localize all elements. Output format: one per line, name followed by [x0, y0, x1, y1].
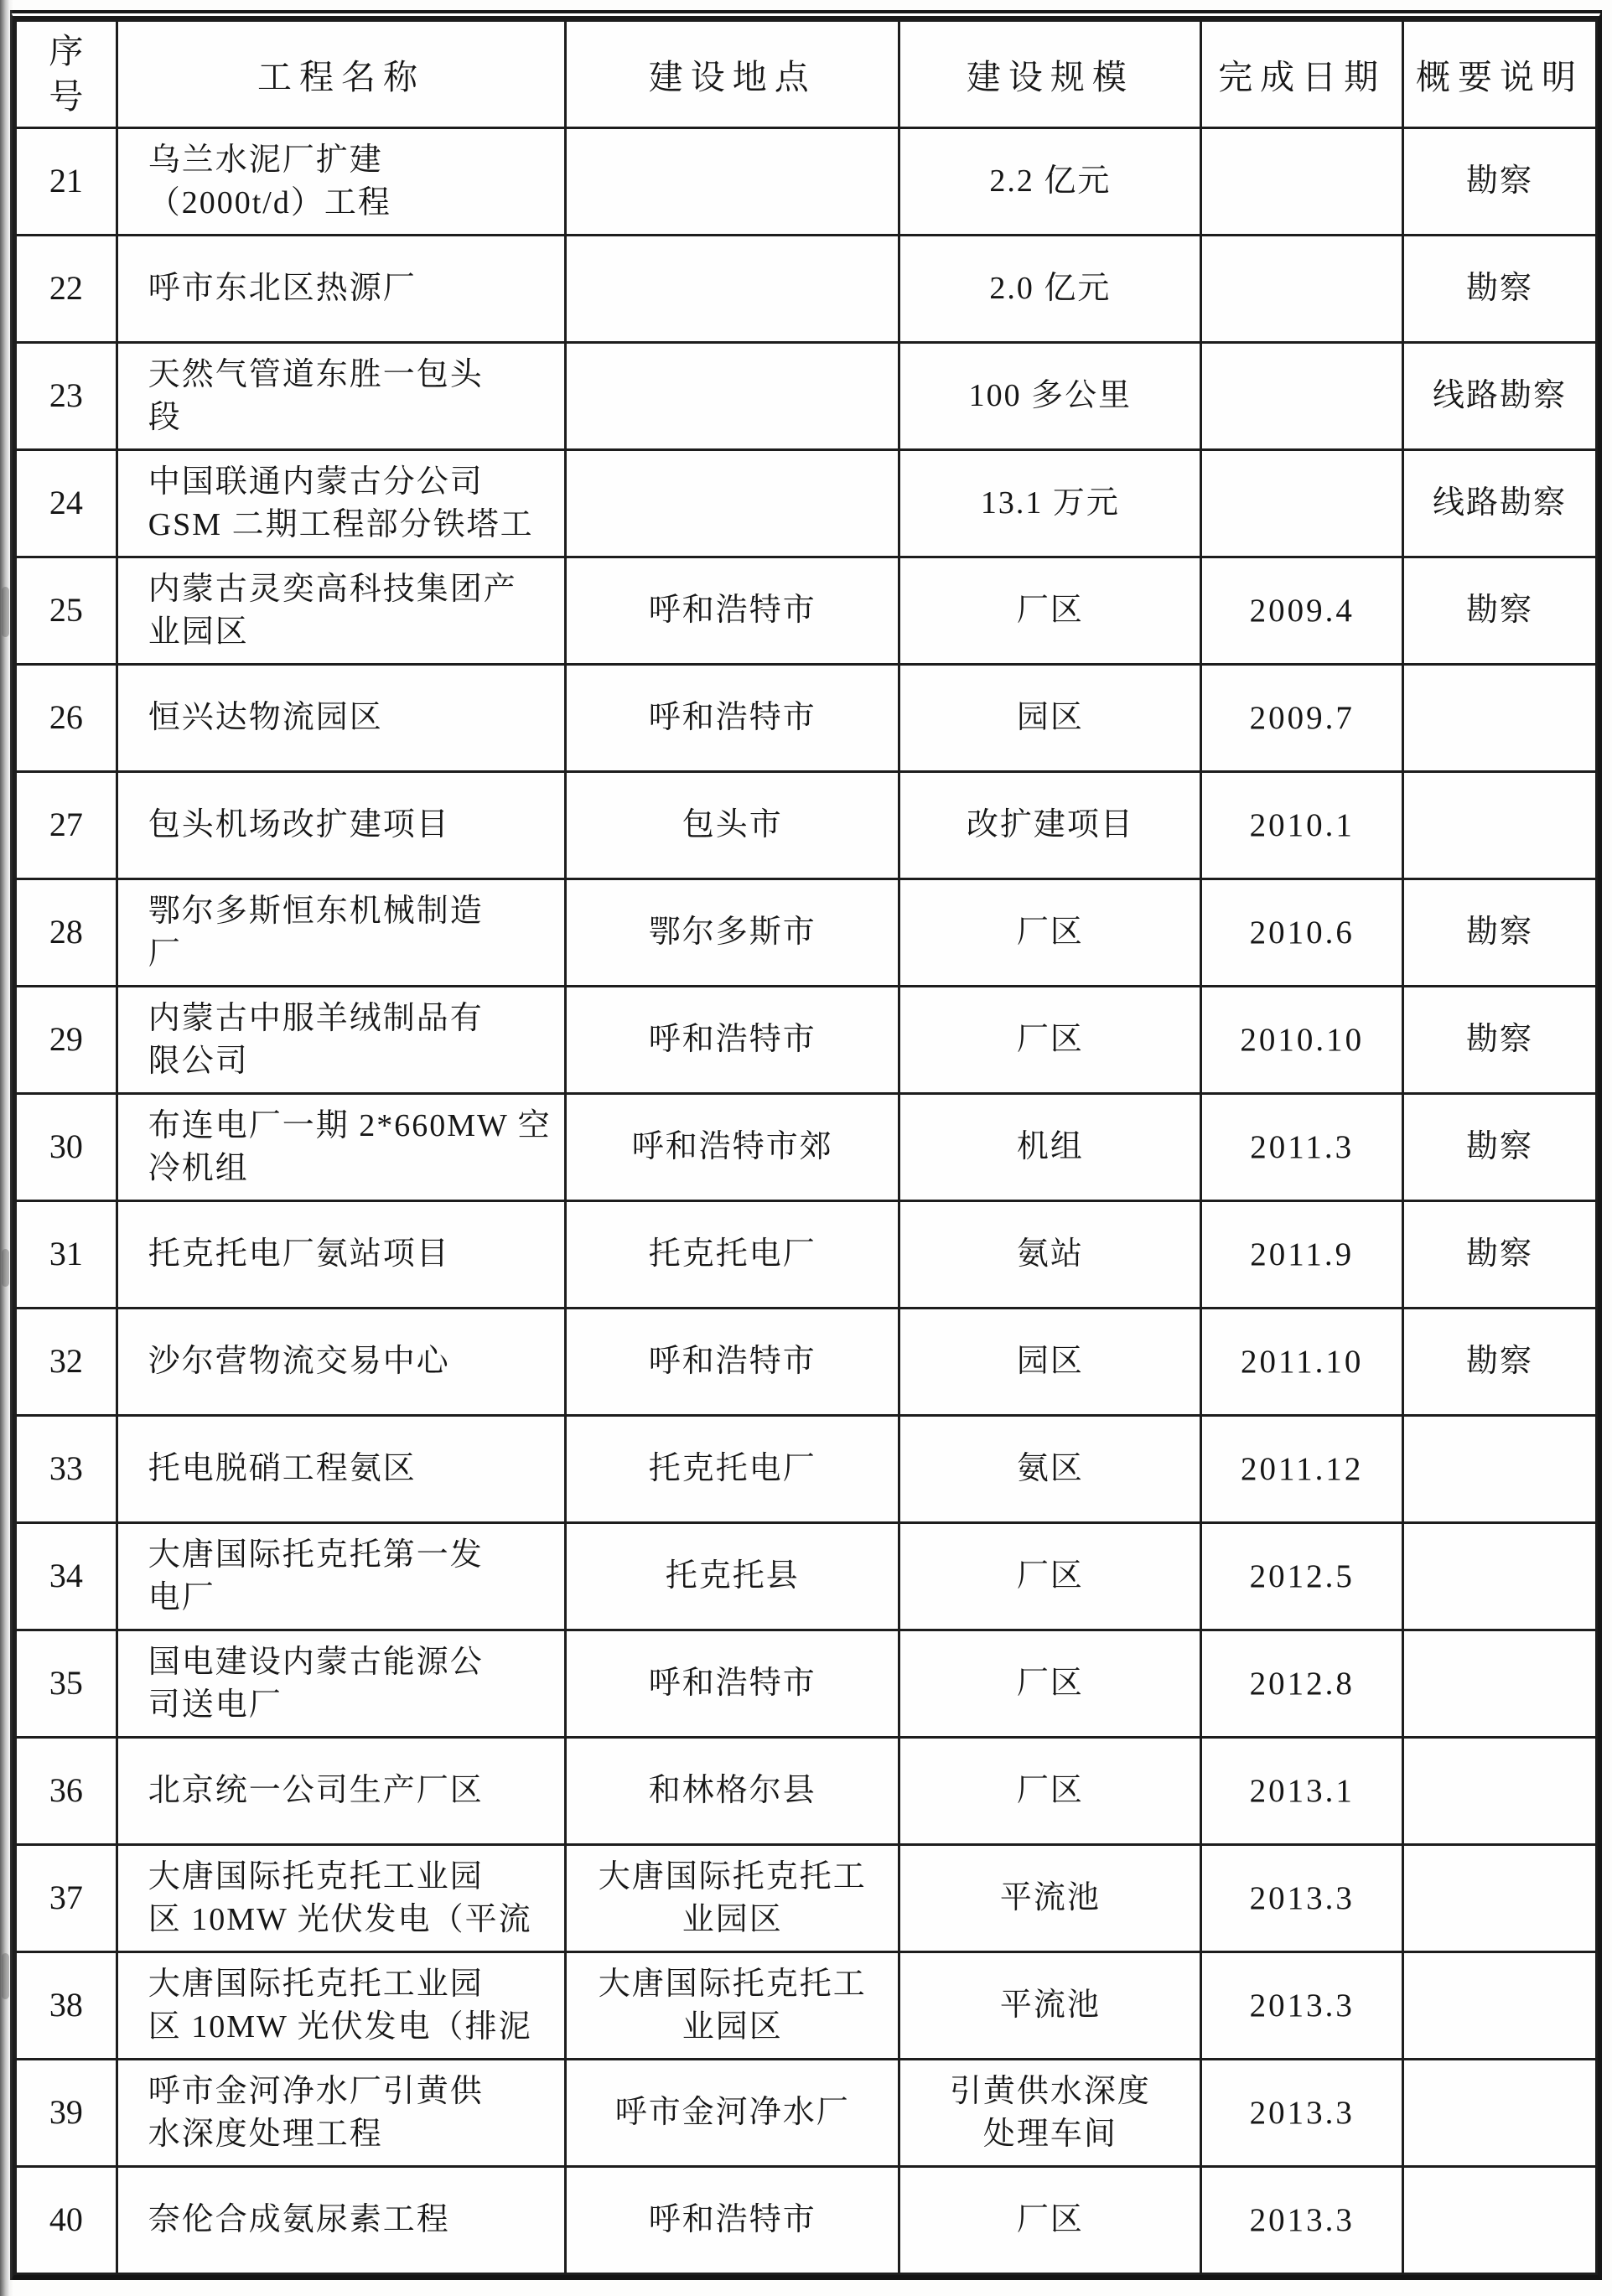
cell-summary: 线路勘察: [1402, 450, 1596, 557]
cell-date: 2013.3: [1201, 2167, 1402, 2274]
cell-scale: 厂区: [899, 879, 1201, 987]
cell-name: 托克托电厂氨站项目: [117, 1201, 566, 1309]
cell-no: 31: [16, 1201, 117, 1309]
cell-name: 奈伦合成氨尿素工程: [117, 2167, 566, 2274]
cell-date: 2012.5: [1201, 1523, 1402, 1630]
header-scale: 建设规模: [899, 21, 1201, 128]
cell-no: 30: [16, 1094, 117, 1201]
cell-summary: 勘察: [1402, 1201, 1596, 1309]
cell-name: 大唐国际托克托第一发 电厂: [117, 1523, 566, 1630]
cell-location: [566, 343, 899, 450]
cell-no: 27: [16, 772, 117, 879]
cell-name: 托电脱硝工程氨区: [117, 1416, 566, 1523]
cell-name: 鄂尔多斯恒东机械制造 厂: [117, 879, 566, 987]
scan-smudge: [2, 587, 9, 637]
cell-summary: [1402, 1416, 1596, 1523]
cell-location: 鄂尔多斯市: [566, 879, 899, 987]
cell-name: 布连电厂一期 2*660MW 空 冷机组: [117, 1094, 566, 1201]
cell-name: 中国联通内蒙古分公司 GSM 二期工程部分铁塔工: [117, 450, 566, 557]
cell-date: 2009.7: [1201, 665, 1402, 772]
cell-location: 和林格尔县: [566, 1738, 899, 1845]
cell-no: 39: [16, 2060, 117, 2167]
cell-scale: 氨区: [899, 1416, 1201, 1523]
cell-no: 40: [16, 2167, 117, 2274]
cell-name: 乌兰水泥厂扩建 （2000t/d）工程: [117, 128, 566, 236]
cell-scale: 厂区: [899, 557, 1201, 665]
cell-summary: [1402, 1523, 1596, 1630]
cell-summary: 勘察: [1402, 879, 1596, 987]
cell-name: 包头机场改扩建项目: [117, 772, 566, 879]
table-row: [16, 2167, 1597, 2274]
cell-scale: 机组: [899, 1094, 1201, 1201]
cell-summary: [1402, 1738, 1596, 1845]
table-row: [16, 1309, 1597, 1416]
cell-scale: 13.1 万元: [899, 450, 1201, 557]
scan-edge-artifact: [0, 0, 13, 2296]
cell-location: 托克托电厂: [566, 1201, 899, 1309]
cell-name: 大唐国际托克托工业园 区 10MW 光伏发电（平流: [117, 1845, 566, 1952]
cell-summary: 勘察: [1402, 236, 1596, 343]
cell-date: 2012.8: [1201, 1630, 1402, 1738]
cell-date: [1201, 128, 1402, 236]
table-row: [16, 236, 1597, 343]
cell-summary: 勘察: [1402, 557, 1596, 665]
cell-name: 国电建设内蒙古能源公 司送电厂: [117, 1630, 566, 1738]
cell-name: 呼市金河净水厂引黄供 水深度处理工程: [117, 2060, 566, 2167]
cell-location: 呼和浩特市郊: [566, 1094, 899, 1201]
cell-no: 35: [16, 1630, 117, 1738]
cell-scale: 厂区: [899, 1738, 1201, 1845]
cell-summary: 勘察: [1402, 1309, 1596, 1416]
cell-location: 托克托县: [566, 1523, 899, 1630]
cell-scale: 2.0 亿元: [899, 236, 1201, 343]
cell-no: 22: [16, 236, 117, 343]
cell-summary: [1402, 1952, 1596, 2060]
table-row: [16, 879, 1597, 987]
table-row: [16, 343, 1597, 450]
cell-location: [566, 236, 899, 343]
cell-scale: 厂区: [899, 1523, 1201, 1630]
cell-summary: 勘察: [1402, 987, 1596, 1094]
header-summary: 概要说明: [1402, 21, 1596, 128]
cell-name: 恒兴达物流园区: [117, 665, 566, 772]
header-completion-date: 完成日期: [1201, 21, 1402, 128]
header-row: [16, 21, 1597, 128]
cell-scale: 100 多公里: [899, 343, 1201, 450]
cell-name: 天然气管道东胜一包头 段: [117, 343, 566, 450]
cell-name: 呼市东北区热源厂: [117, 236, 566, 343]
header-seq-no: [16, 21, 117, 128]
cell-no: 36: [16, 1738, 117, 1845]
table-row: [16, 1416, 1597, 1523]
cell-location: [566, 128, 899, 236]
cell-summary: [1402, 1845, 1596, 1952]
cell-no: 38: [16, 1952, 117, 2060]
cell-location: 呼市金河净水厂: [566, 2060, 899, 2167]
cell-scale: 园区: [899, 1309, 1201, 1416]
cell-scale: 平流池: [899, 1845, 1201, 1952]
scan-smudge: [2, 1953, 9, 1999]
cell-scale: 厂区: [899, 1630, 1201, 1738]
table-row: [16, 557, 1597, 665]
table-row: [16, 665, 1597, 772]
cell-summary: [1402, 2167, 1596, 2274]
cell-scale: 引黄供水深度 处理车间: [899, 2060, 1201, 2167]
cell-location: [566, 450, 899, 557]
cell-date: 2013.3: [1201, 2060, 1402, 2167]
cell-location: 呼和浩特市: [566, 1309, 899, 1416]
cell-summary: 线路勘察: [1402, 343, 1596, 450]
cell-location: 大唐国际托克托工 业园区: [566, 1845, 899, 1952]
cell-summary: [1402, 772, 1596, 879]
cell-name: 北京统一公司生产厂区: [117, 1738, 566, 1845]
cell-date: 2013.1: [1201, 1738, 1402, 1845]
cell-location: 呼和浩特市: [566, 987, 899, 1094]
table-row: [16, 772, 1597, 879]
cell-location: 包头市: [566, 772, 899, 879]
table-row: [16, 1523, 1597, 1630]
cell-summary: [1402, 2060, 1596, 2167]
cell-location: 大唐国际托克托工 业园区: [566, 1952, 899, 2060]
cell-no: 37: [16, 1845, 117, 1952]
table-row: [16, 2060, 1597, 2167]
cell-scale: 改扩建项目: [899, 772, 1201, 879]
cell-date: 2011.12: [1201, 1416, 1402, 1523]
cell-date: 2011.9: [1201, 1201, 1402, 1309]
cell-scale: 厂区: [899, 987, 1201, 1094]
cell-no: 26: [16, 665, 117, 772]
cell-name: 内蒙古中服羊绒制品有 限公司: [117, 987, 566, 1094]
table-row: [16, 450, 1597, 557]
table-row: [16, 987, 1597, 1094]
header-seq-no-label: 序号: [49, 32, 84, 116]
cell-no: 24: [16, 450, 117, 557]
cell-location: 呼和浩特市: [566, 665, 899, 772]
cell-scale: 2.2 亿元: [899, 128, 1201, 236]
cell-date: 2010.1: [1201, 772, 1402, 879]
cell-date: [1201, 450, 1402, 557]
cell-location: 呼和浩特市: [566, 1630, 899, 1738]
table-row: [16, 1845, 1597, 1952]
header-location: 建设地点: [566, 21, 899, 128]
cell-summary: [1402, 1630, 1596, 1738]
cell-no: 21: [16, 128, 117, 236]
cell-scale: 园区: [899, 665, 1201, 772]
cell-date: 2010.10: [1201, 987, 1402, 1094]
cell-name: 大唐国际托克托工业园 区 10MW 光伏发电（排泥: [117, 1952, 566, 2060]
table-row: [16, 128, 1597, 236]
projects-table: [14, 19, 1598, 2275]
table-frame: [10, 10, 1602, 2280]
cell-scale: 厂区: [899, 2167, 1201, 2274]
cell-no: 29: [16, 987, 117, 1094]
cell-date: 2011.10: [1201, 1309, 1402, 1416]
cell-date: 2009.4: [1201, 557, 1402, 665]
cell-name: 内蒙古灵奕高科技集团产 业园区: [117, 557, 566, 665]
cell-date: [1201, 236, 1402, 343]
cell-name: 沙尔营物流交易中心: [117, 1309, 566, 1416]
cell-no: 25: [16, 557, 117, 665]
table-row: [16, 1201, 1597, 1309]
scan-smudge: [2, 1249, 9, 1287]
cell-date: 2011.3: [1201, 1094, 1402, 1201]
cell-date: 2010.6: [1201, 879, 1402, 987]
cell-date: 2013.3: [1201, 1845, 1402, 1952]
cell-summary: 勘察: [1402, 1094, 1596, 1201]
table-row: [16, 1094, 1597, 1201]
table-row: [16, 1738, 1597, 1845]
cell-location: 托克托电厂: [566, 1416, 899, 1523]
header-project-name: 工程名称: [117, 21, 566, 128]
cell-date: [1201, 343, 1402, 450]
cell-location: 呼和浩特市: [566, 557, 899, 665]
cell-no: 32: [16, 1309, 117, 1416]
cell-no: 28: [16, 879, 117, 987]
cell-scale: 平流池: [899, 1952, 1201, 2060]
cell-no: 33: [16, 1416, 117, 1523]
table-row: [16, 1952, 1597, 2060]
cell-scale: 氨站: [899, 1201, 1201, 1309]
cell-date: 2013.3: [1201, 1952, 1402, 2060]
cell-no: 23: [16, 343, 117, 450]
table-row: [16, 1630, 1597, 1738]
cell-location: 呼和浩特市: [566, 2167, 899, 2274]
cell-summary: [1402, 665, 1596, 772]
cell-summary: 勘察: [1402, 128, 1596, 236]
cell-no: 34: [16, 1523, 117, 1630]
